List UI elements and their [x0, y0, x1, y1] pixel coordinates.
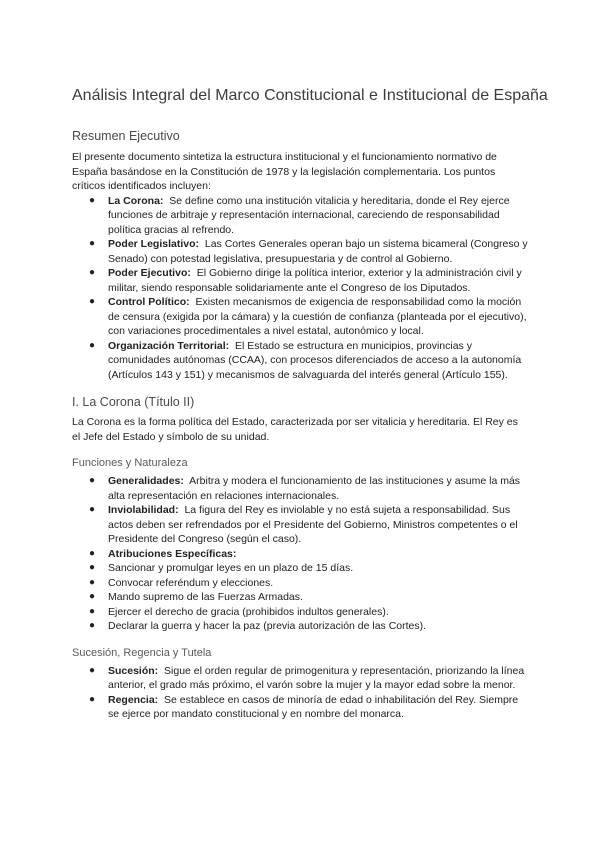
bullet-icon: ● — [89, 238, 96, 249]
bullet-icon: ● — [89, 194, 96, 206]
bullet-icon: ● — [89, 547, 96, 559]
list-item — [72, 474, 528, 503]
list-item — [72, 693, 528, 722]
bullet-icon: ● — [89, 605, 96, 617]
item-label: Atribuciones Específicas: — [108, 547, 237, 560]
list-item — [72, 503, 528, 547]
item-text: El Estado se estructura en municipios, provincias y comunidades autónomas (CCAA), con procesos diferenciados de acceso a la autonomía (Artículos 143 y 151) y mecanismos de salvaguarda del interés general (Artículo 155). — [108, 339, 522, 381]
item-label: Control Político: — [108, 296, 190, 308]
list-item — [72, 605, 528, 620]
item-label: Poder Legislativo: — [108, 238, 200, 250]
section-intro: El presente documento sintetiza la estructura institucional y el funcionamiento normativo de España basándose en la Constitución de 1978 y la legislación complementaria. Los puntos críticos identificados incluyen: — [72, 151, 497, 192]
list-item — [72, 266, 528, 295]
item-text: El Gobierno dirige la política interior, exterior y la administración civil y militar, siendo responsable solidariamente ante el Congreso de los Diputados. — [108, 267, 522, 294]
bullet-icon: ● — [89, 664, 96, 676]
item-text: Sigue el orden regular de primogenitura y representación, priorizando la línea anterior, el grado más próximo, el varón sobre la mujer y la mayor edad sobre la menor. — [108, 664, 525, 691]
list-item — [72, 295, 528, 339]
section-heading: Resumen Ejecutivo — [72, 129, 180, 143]
bullet-icon: ● — [89, 475, 96, 486]
list-item — [72, 619, 528, 634]
bullet-icon: ● — [89, 620, 96, 631]
item-text: Se define como una institución vitalicia y hereditaria, donde el Rey ejerce funciones de arbitraje y representación internacional, careciendo de responsabilidad política gracias al refrendo. — [108, 194, 510, 236]
list-item — [72, 576, 528, 591]
item-label: La Corona: — [108, 194, 164, 207]
bullet-icon: ● — [89, 693, 96, 705]
bullet-icon: ● — [89, 339, 96, 351]
bullet-list — [72, 474, 528, 634]
bullet-list — [72, 664, 528, 722]
bullet-icon: ● — [89, 504, 96, 515]
item-text: Mando supremo de las Fuerzas Armadas. — [108, 591, 303, 603]
list-item — [72, 547, 528, 562]
item-label: Regencia: — [108, 693, 159, 706]
item-text: Existen mecanismos de exigencia de responsabilidad como la moción de censura (exigida por la cámara) y la cuestión de confianza (planteada por el ejecutivo), con variaciones procedimentales a nivel estatal, autonómico y local. — [108, 296, 527, 337]
list-item — [72, 237, 528, 266]
bullet-icon: ● — [89, 576, 96, 588]
item-label: Poder Ejecutivo: — [108, 267, 191, 279]
list-item — [72, 590, 528, 605]
item-label: Sucesión: — [108, 664, 159, 677]
list-item — [72, 194, 528, 238]
item-text: La figura del Rey es inviolable y no está sujeta a responsabilidad. Sus actos deben ser refrendados por el Presidente del Gobierno, Ministros competentes o el Presidente del Congreso (según el caso). — [108, 504, 518, 545]
item-text: Sancionar y promulgar leyes en un plazo de 15 días. — [108, 562, 354, 574]
item-text: Convocar referéndum y elecciones. — [108, 576, 274, 589]
section-resumen-ejecutivo — [72, 128, 528, 382]
bullet-icon: ● — [89, 591, 96, 602]
section-heading: I. La Corona (Título II) — [72, 395, 195, 409]
section-la-corona — [72, 394, 528, 722]
bullet-icon: ● — [89, 267, 96, 278]
item-text: Arbitra y modera el funcionamiento de las instituciones y asume la más alta representación en relaciones internacionales. — [108, 475, 521, 502]
list-item — [72, 339, 528, 383]
bullet-icon: ● — [89, 562, 96, 573]
item-text: Ejercer el derecho de gracia (prohibidos indultos generales). — [108, 605, 389, 618]
document-title: Análisis Integral del Marco Constitucional e Institucional de España — [72, 87, 548, 104]
document-content — [72, 86, 548, 722]
bullet-icon: ● — [89, 296, 96, 307]
section-intro: La Corona es la forma política del Estado, caracterizada por ser vitalicia y hereditaria. El Rey es el Jefe del Estado y símbolo de su unidad. — [72, 416, 518, 443]
subsection-heading: Sucesión, Regencia y Tutela — [72, 646, 212, 659]
subsection-heading: Funciones y Naturaleza — [72, 457, 188, 469]
item-label: Inviolabilidad: — [108, 504, 179, 516]
list-item — [72, 561, 528, 576]
item-label: Generalidades: — [108, 475, 184, 487]
list-item — [72, 664, 528, 693]
item-text: Declarar la guerra y hacer la paz (previa autorización de las Cortes). — [108, 620, 427, 632]
bullet-list — [72, 194, 528, 383]
item-text: Se establece en casos de minoría de edad o inhabilitación del Rey. Siempre se ejerce por mandato constitucional y en nombre del monarca. — [108, 693, 519, 720]
item-text: Las Cortes Generales operan bajo un sistema bicameral (Congreso y Senado) con potestad legislativa, presupuestaria y de control al Gobierno. — [108, 238, 528, 265]
item-label: Organización Territorial: — [108, 339, 230, 352]
